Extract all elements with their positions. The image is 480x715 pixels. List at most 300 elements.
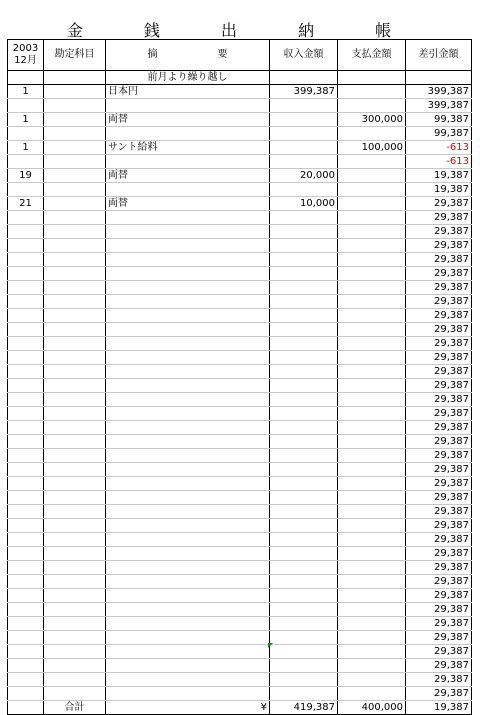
description-cell[interactable] (106, 491, 270, 505)
day-cell[interactable] (8, 617, 44, 631)
balance-cell[interactable]: 29,387 (406, 589, 472, 603)
day-cell[interactable] (8, 351, 44, 365)
balance-cell[interactable]: 99,387 (406, 127, 472, 141)
description-cell[interactable] (106, 295, 270, 309)
date-header-cell[interactable] (8, 40, 44, 71)
balance-cell[interactable]: 19,387 (406, 169, 472, 183)
total-label[interactable]: 合計 (44, 701, 106, 715)
balance-cell[interactable]: 29,387 (406, 603, 472, 617)
account-cell[interactable] (44, 253, 106, 267)
income-cell[interactable] (270, 519, 338, 533)
account-cell[interactable] (44, 239, 106, 253)
income-cell[interactable] (270, 645, 338, 659)
account-cell[interactable] (44, 547, 106, 561)
description-cell[interactable] (106, 323, 270, 337)
account-cell[interactable] (44, 379, 106, 393)
balance-cell[interactable]: 29,387 (406, 505, 472, 519)
day-cell[interactable] (8, 533, 44, 547)
account-cell[interactable] (44, 295, 106, 309)
description-cell[interactable]: 両替 (106, 169, 270, 183)
description-cell[interactable] (106, 547, 270, 561)
payment-cell[interactable] (338, 407, 406, 421)
income-cell[interactable] (270, 295, 338, 309)
payment-cell[interactable] (338, 183, 406, 197)
day-cell[interactable] (8, 575, 44, 589)
balance-cell[interactable]: 29,387 (406, 561, 472, 575)
income-cell[interactable] (270, 547, 338, 561)
description-cell[interactable] (106, 519, 270, 533)
account-cell[interactable] (44, 197, 106, 211)
income-cell[interactable] (270, 155, 338, 169)
ledger-row (8, 169, 472, 183)
description-cell[interactable] (106, 365, 270, 379)
payment-cell[interactable] (338, 617, 406, 631)
payment-cell[interactable] (338, 631, 406, 645)
payment-cell[interactable] (338, 421, 406, 435)
income-cell[interactable] (270, 253, 338, 267)
day-cell[interactable] (8, 407, 44, 421)
balance-cell[interactable]: 29,387 (406, 407, 472, 421)
balance-cell[interactable]: 29,387 (406, 323, 472, 337)
cell[interactable] (44, 71, 106, 85)
day-cell[interactable] (8, 99, 44, 113)
balance-header-cell[interactable]: 差引金額 (406, 40, 472, 71)
description-cell[interactable] (106, 561, 270, 575)
day-cell[interactable] (8, 687, 44, 701)
payment-cell[interactable] (338, 253, 406, 267)
ledger-row (8, 435, 472, 449)
balance-cell[interactable]: 29,387 (406, 239, 472, 253)
income-cell[interactable] (270, 211, 338, 225)
income-cell[interactable] (270, 337, 338, 351)
ledger-row (8, 155, 472, 169)
day-cell[interactable] (8, 225, 44, 239)
income-cell[interactable] (270, 449, 338, 463)
balance-cell[interactable]: 29,387 (406, 281, 472, 295)
payment-cell[interactable] (338, 239, 406, 253)
payment-cell[interactable] (338, 365, 406, 379)
income-cell[interactable] (270, 365, 338, 379)
income-cell[interactable] (270, 267, 338, 281)
balance-cell[interactable]: 29,387 (406, 393, 472, 407)
account-cell[interactable] (44, 631, 106, 645)
income-cell[interactable] (270, 127, 338, 141)
ledger-row (8, 309, 472, 323)
total-payment-cell[interactable]: 400,000 (338, 701, 406, 715)
description-cell[interactable] (106, 351, 270, 365)
payment-cell[interactable]: 300,000 (338, 113, 406, 127)
account-cell[interactable] (44, 603, 106, 617)
account-cell[interactable] (44, 645, 106, 659)
balance-cell[interactable]: 29,387 (406, 463, 472, 477)
account-cell[interactable] (44, 435, 106, 449)
income-cell[interactable] (270, 323, 338, 337)
ledger-row (8, 631, 472, 645)
cash-ledger-table (7, 39, 472, 715)
income-cell[interactable]: 10,000 (270, 197, 338, 211)
account-cell[interactable] (44, 155, 106, 169)
cell[interactable] (270, 71, 338, 85)
payment-cell[interactable] (338, 533, 406, 547)
day-cell[interactable] (8, 449, 44, 463)
description-cell[interactable] (106, 659, 270, 673)
description-cell[interactable] (106, 421, 270, 435)
description-cell[interactable] (106, 393, 270, 407)
ledger-row (8, 85, 472, 99)
day-cell[interactable] (8, 603, 44, 617)
balance-cell[interactable]: 29,387 (406, 253, 472, 267)
payment-cell[interactable] (338, 309, 406, 323)
account-cell[interactable] (44, 491, 106, 505)
description-cell[interactable] (106, 603, 270, 617)
income-cell[interactable] (270, 239, 338, 253)
description-cell[interactable] (106, 477, 270, 491)
payment-cell[interactable] (338, 155, 406, 169)
balance-cell[interactable]: 19,387 (406, 183, 472, 197)
payment-cell[interactable] (338, 519, 406, 533)
description-cell[interactable]: 両替 (106, 113, 270, 127)
balance-cell[interactable]: 29,387 (406, 491, 472, 505)
cell[interactable] (8, 701, 44, 715)
payment-cell[interactable] (338, 323, 406, 337)
account-cell[interactable] (44, 85, 106, 99)
income-cell[interactable] (270, 561, 338, 575)
description-cell[interactable] (106, 225, 270, 239)
account-cell[interactable] (44, 505, 106, 519)
day-cell[interactable] (8, 589, 44, 603)
ledger-row (8, 687, 472, 701)
account-cell[interactable] (44, 477, 106, 491)
account-header-cell[interactable]: 勘定科目 (44, 40, 106, 71)
payment-cell[interactable]: 100,000 (338, 141, 406, 155)
payment-cell[interactable] (338, 589, 406, 603)
payment-cell[interactable] (338, 267, 406, 281)
income-cell[interactable] (270, 99, 338, 113)
payment-cell[interactable] (338, 211, 406, 225)
day-cell[interactable] (8, 463, 44, 477)
year-label: 2003 (12, 43, 39, 54)
day-cell[interactable] (8, 267, 44, 281)
description-cell[interactable] (106, 407, 270, 421)
balance-cell[interactable]: 29,387 (406, 449, 472, 463)
balance-cell[interactable]: 29,387 (406, 687, 472, 701)
account-cell[interactable] (44, 617, 106, 631)
account-cell[interactable] (44, 309, 106, 323)
payment-cell[interactable] (338, 99, 406, 113)
description-header-cell[interactable] (106, 40, 270, 71)
payment-cell[interactable] (338, 645, 406, 659)
payment-cell[interactable] (338, 295, 406, 309)
account-cell[interactable] (44, 519, 106, 533)
account-cell[interactable] (44, 337, 106, 351)
description-cell[interactable] (106, 463, 270, 477)
account-cell[interactable] (44, 127, 106, 141)
payment-cell[interactable] (338, 603, 406, 617)
cell[interactable] (338, 71, 406, 85)
income-cell[interactable] (270, 505, 338, 519)
cell[interactable] (406, 71, 472, 85)
payment-cell[interactable] (338, 477, 406, 491)
ledger-row (8, 99, 472, 113)
day-cell[interactable] (8, 365, 44, 379)
day-cell[interactable] (8, 281, 44, 295)
description-cell[interactable] (106, 267, 270, 281)
day-cell[interactable] (8, 547, 44, 561)
day-cell[interactable] (8, 645, 44, 659)
cell[interactable] (8, 71, 44, 85)
income-cell[interactable] (270, 491, 338, 505)
payment-cell[interactable] (338, 337, 406, 351)
payment-cell[interactable] (338, 659, 406, 673)
balance-cell[interactable]: 99,387 (406, 113, 472, 127)
day-cell[interactable] (8, 477, 44, 491)
ledger-row (8, 659, 472, 673)
account-cell[interactable] (44, 449, 106, 463)
payment-cell[interactable] (338, 435, 406, 449)
ledger-row (8, 505, 472, 519)
day-cell[interactable]: 1 (8, 113, 44, 127)
balance-cell[interactable]: 29,387 (406, 365, 472, 379)
balance-cell[interactable]: 399,387 (406, 85, 472, 99)
account-cell[interactable] (44, 463, 106, 477)
income-cell[interactable] (270, 393, 338, 407)
balance-cell[interactable]: 29,387 (406, 267, 472, 281)
payment-cell[interactable] (338, 463, 406, 477)
payment-cell[interactable] (338, 225, 406, 239)
description-cell[interactable] (106, 589, 270, 603)
balance-cell[interactable]: 29,387 (406, 379, 472, 393)
account-cell[interactable] (44, 211, 106, 225)
day-cell[interactable] (8, 435, 44, 449)
total-currency-cell[interactable]: ¥ (106, 701, 270, 715)
ledger-row (8, 225, 472, 239)
account-cell[interactable] (44, 533, 106, 547)
account-cell[interactable] (44, 141, 106, 155)
payment-cell[interactable] (338, 351, 406, 365)
day-cell[interactable] (8, 155, 44, 169)
day-cell[interactable]: 21 (8, 197, 44, 211)
income-cell[interactable] (270, 659, 338, 673)
income-cell[interactable] (270, 463, 338, 477)
ledger-row (8, 183, 472, 197)
header-row (8, 40, 472, 71)
balance-cell[interactable]: 29,387 (406, 617, 472, 631)
description-cell[interactable] (106, 617, 270, 631)
balance-cell[interactable]: 29,387 (406, 673, 472, 687)
account-cell[interactable] (44, 281, 106, 295)
payment-cell[interactable] (338, 547, 406, 561)
balance-cell[interactable]: -613 (406, 141, 472, 155)
ledger-row (8, 617, 472, 631)
day-cell[interactable] (8, 491, 44, 505)
payment-cell[interactable] (338, 687, 406, 701)
day-cell[interactable]: 19 (8, 169, 44, 183)
ledger-row (8, 393, 472, 407)
account-cell[interactable] (44, 561, 106, 575)
account-cell[interactable] (44, 393, 106, 407)
day-cell[interactable] (8, 421, 44, 435)
payment-header-cell[interactable]: 支払金額 (338, 40, 406, 71)
description-cell[interactable] (106, 309, 270, 323)
payment-cell[interactable] (338, 393, 406, 407)
account-cell[interactable] (44, 169, 106, 183)
balance-cell[interactable]: 29,387 (406, 533, 472, 547)
total-balance-cell[interactable]: 19,387 (406, 701, 472, 715)
day-cell[interactable] (8, 379, 44, 393)
payment-cell[interactable] (338, 561, 406, 575)
income-cell[interactable] (270, 141, 338, 155)
description-cell[interactable] (106, 239, 270, 253)
balance-cell[interactable]: 29,387 (406, 519, 472, 533)
day-cell[interactable]: 1 (8, 85, 44, 99)
description-cell[interactable] (106, 687, 270, 701)
balance-cell[interactable]: 399,387 (406, 99, 472, 113)
payment-cell[interactable] (338, 379, 406, 393)
day-cell[interactable] (8, 309, 44, 323)
payment-cell[interactable] (338, 575, 406, 589)
description-header-left: 摘 (147, 49, 158, 60)
income-cell[interactable] (270, 407, 338, 421)
balance-cell[interactable]: 29,387 (406, 337, 472, 351)
payment-cell[interactable] (338, 281, 406, 295)
description-cell[interactable] (106, 449, 270, 463)
income-cell[interactable] (270, 603, 338, 617)
description-cell[interactable] (106, 631, 270, 645)
income-cell[interactable] (270, 617, 338, 631)
account-cell[interactable] (44, 365, 106, 379)
day-cell[interactable] (8, 211, 44, 225)
day-cell[interactable] (8, 253, 44, 267)
day-cell[interactable] (8, 323, 44, 337)
day-cell[interactable] (8, 659, 44, 673)
day-cell[interactable] (8, 239, 44, 253)
income-cell[interactable] (270, 113, 338, 127)
payment-cell[interactable] (338, 505, 406, 519)
balance-cell[interactable]: -613 (406, 155, 472, 169)
income-cell[interactable] (270, 309, 338, 323)
ledger-row (8, 519, 472, 533)
income-cell[interactable] (270, 435, 338, 449)
balance-cell[interactable]: 29,387 (406, 477, 472, 491)
payment-cell[interactable] (338, 197, 406, 211)
total-income-cell[interactable]: 419,387 (270, 701, 338, 715)
description-cell[interactable] (106, 645, 270, 659)
description-cell[interactable] (106, 211, 270, 225)
account-cell[interactable] (44, 323, 106, 337)
balance-cell[interactable]: 29,387 (406, 645, 472, 659)
account-cell[interactable] (44, 113, 106, 127)
balance-cell[interactable]: 29,387 (406, 659, 472, 673)
day-cell[interactable] (8, 631, 44, 645)
description-cell[interactable] (106, 379, 270, 393)
income-cell[interactable]: 20,000 (270, 169, 338, 183)
account-cell[interactable] (44, 407, 106, 421)
day-cell[interactable] (8, 393, 44, 407)
day-cell[interactable] (8, 337, 44, 351)
account-cell[interactable] (44, 659, 106, 673)
day-cell[interactable] (8, 505, 44, 519)
description-cell[interactable] (106, 155, 270, 169)
income-cell[interactable] (270, 575, 338, 589)
income-cell[interactable] (270, 225, 338, 239)
day-cell[interactable] (8, 127, 44, 141)
description-cell[interactable] (106, 533, 270, 547)
income-cell[interactable] (270, 631, 338, 645)
payment-cell[interactable] (338, 85, 406, 99)
description-cell[interactable] (106, 435, 270, 449)
balance-cell[interactable]: 29,387 (406, 295, 472, 309)
income-cell[interactable] (270, 379, 338, 393)
income-cell[interactable]: 399,387 (270, 85, 338, 99)
account-cell[interactable] (44, 687, 106, 701)
income-cell[interactable] (270, 183, 338, 197)
description-cell[interactable] (106, 99, 270, 113)
balance-cell[interactable]: 29,387 (406, 351, 472, 365)
income-cell[interactable] (270, 687, 338, 701)
description-cell[interactable] (106, 337, 270, 351)
day-cell[interactable] (8, 561, 44, 575)
description-cell[interactable]: 日本円 (106, 85, 270, 99)
balance-cell[interactable]: 29,387 (406, 631, 472, 645)
day-cell[interactable] (8, 295, 44, 309)
payment-cell[interactable] (338, 491, 406, 505)
income-header-cell[interactable]: 収入金額 (270, 40, 338, 71)
income-cell[interactable] (270, 421, 338, 435)
balance-cell[interactable]: 29,387 (406, 211, 472, 225)
description-cell[interactable] (106, 127, 270, 141)
month-label: 12月 (14, 55, 37, 66)
account-cell[interactable] (44, 421, 106, 435)
balance-cell[interactable]: 29,387 (406, 547, 472, 561)
description-cell[interactable] (106, 575, 270, 589)
income-cell[interactable] (270, 533, 338, 547)
account-cell[interactable] (44, 99, 106, 113)
income-cell[interactable] (270, 281, 338, 295)
balance-cell[interactable]: 29,387 (406, 435, 472, 449)
description-cell[interactable] (106, 253, 270, 267)
income-cell[interactable] (270, 589, 338, 603)
ledger-row (8, 561, 472, 575)
description-cell[interactable]: 両替 (106, 197, 270, 211)
income-cell[interactable] (270, 351, 338, 365)
balance-cell[interactable]: 29,387 (406, 421, 472, 435)
account-cell[interactable] (44, 589, 106, 603)
day-cell[interactable] (8, 519, 44, 533)
ledger-row (8, 337, 472, 351)
ledger-row (8, 645, 472, 659)
payment-cell[interactable] (338, 449, 406, 463)
description-cell[interactable] (106, 505, 270, 519)
balance-cell[interactable]: 29,387 (406, 225, 472, 239)
day-cell[interactable]: 1 (8, 141, 44, 155)
account-cell[interactable] (44, 575, 106, 589)
account-cell[interactable] (44, 183, 106, 197)
balance-cell[interactable]: 29,387 (406, 197, 472, 211)
balance-cell[interactable]: 29,387 (406, 309, 472, 323)
account-cell[interactable] (44, 351, 106, 365)
balance-cell[interactable]: 29,387 (406, 575, 472, 589)
day-cell[interactable] (8, 183, 44, 197)
description-cell[interactable] (106, 183, 270, 197)
description-cell[interactable] (106, 281, 270, 295)
account-cell[interactable] (44, 225, 106, 239)
carry-over-label[interactable]: 前月より繰り越し (106, 71, 270, 85)
income-cell[interactable] (270, 477, 338, 491)
account-cell[interactable] (44, 267, 106, 281)
description-cell[interactable]: サント給料 (106, 141, 270, 155)
payment-cell[interactable] (338, 169, 406, 183)
payment-cell[interactable] (338, 127, 406, 141)
